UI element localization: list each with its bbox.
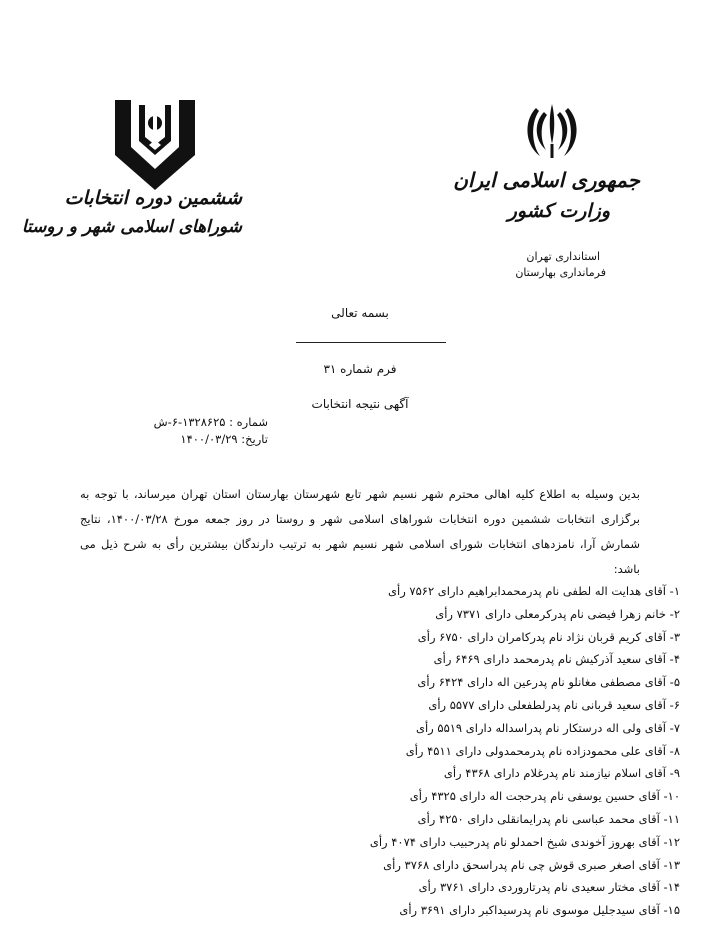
result-item: ۵- آقای مصطفی مغانلو نام پدرعین اله دارای ۶۴۲۴ رأی	[417, 675, 680, 690]
document-reference	[138, 414, 268, 448]
heading-divider	[296, 342, 446, 343]
result-item: ۹- آقای اسلام نیازمند نام پدرغلام دارای ۴۳۶۸ رأی	[443, 766, 680, 781]
election-logo-caption-line2: شوراهای اسلامی شهر و روستا	[21, 217, 242, 237]
election-logo	[21, 95, 250, 255]
result-item: ۱۲- آقای بهروز آخوندی شیخ احمدلو نام پدرحبیب دارای ۴۰۷۴ رأی	[369, 834, 680, 849]
intro-paragraph: بدین وسیله به اطلاع کلیه اهالی محترم شهر نسیم شهر تابع شهرستان بهارستان استان تهران میرساند، با توجه به برگزاری انتخابات ششمین دوره انتخابات شوراهای اسلامی شهر و روستا در روز جمعه مورخ ۱۴۰۰/۰۳/۲۸، نتایج شمارش آرا، نامزدهای انتخابات شورای اسلامی شهر نسیم شهر به ترتیب دارندگان بیشترین رأی به شرح ذیل می باشد:	[80, 487, 640, 576]
ministry-logo	[453, 100, 650, 290]
province-office-label: استانداری تهران	[526, 250, 600, 263]
county-office-label: فرمانداری بهارستان	[515, 266, 606, 279]
result-item: ۷- آقای ولی اله درستکار نام پدراسداله دارای ۵۵۱۹ رأی	[415, 720, 680, 735]
result-item: ۶- آقای سعید قربانی نام پدرلطفعلی دارای ۵۵۷۷ رأی	[428, 697, 680, 712]
document-date: تاریخ: ۱۴۰۰/۰۳/۲۹	[180, 432, 268, 446]
result-item: ۱۱- آقای محمد عباسی نام پدرایمانقلی دارای ۴۲۵۰ رأی	[417, 811, 680, 826]
result-item: ۱- آقای هدایت اله لطفی نام پدرمحمدابراهیم دارای ۷۵۶۲ رأی	[388, 584, 680, 598]
result-item: ۱۵- آقای سیدجلیل موسوی نام پدرسیداکبر دارای ۳۶۹۱ رأی	[399, 903, 680, 918]
iran-emblem-icon	[522, 100, 582, 162]
result-item: ۲- خانم زهرا فیضی نام پدرکرمعلی دارای ۷۳۷۱ رأی	[435, 606, 680, 621]
results-list	[260, 580, 680, 922]
reference-number: شماره : ۱۳۲۸۶۲۵-۶-ش	[153, 415, 268, 429]
ministry-caption-line2: وزارت کشور	[507, 200, 610, 222]
ballot-box-emblem-icon	[105, 95, 205, 195]
result-item: ۴- آقای سعید آذرکیش نام پدرمحمد دارای ۶۴۶۹ رأی	[433, 652, 680, 667]
result-item: ۱۳- آقای اصغر صبری قوش چی نام پدراسحق دارای ۳۷۶۸ رأی	[383, 857, 680, 872]
document-title: آگهی نتیجه انتخابات	[311, 397, 409, 411]
result-item: ۳- آقای کریم قربان نژاد نام پدرکامران دارای ۶۷۵۰ رأی	[417, 629, 680, 644]
result-item: ۱۰- آقای حسین یوسفی نام پدرحجت اله دارای ۴۳۲۵ رأی	[409, 789, 680, 804]
besmeh-heading: بسمه تعالی	[331, 306, 389, 320]
result-item: ۱۴- آقای مختار سعیدی نام پدرتاروردی دارای ۳۷۶۱ رأی	[418, 880, 680, 895]
election-logo-caption-line1: ششمین دوره انتخابات	[64, 187, 242, 209]
result-item: ۸- آقای علی محمودزاده نام پدرمحمدولی دارای ۴۵۱۱ رأی	[405, 743, 680, 758]
ministry-caption-line1: جمهوری اسلامی ایران	[453, 168, 640, 192]
form-number: فرم شماره ۳۱	[323, 362, 397, 376]
